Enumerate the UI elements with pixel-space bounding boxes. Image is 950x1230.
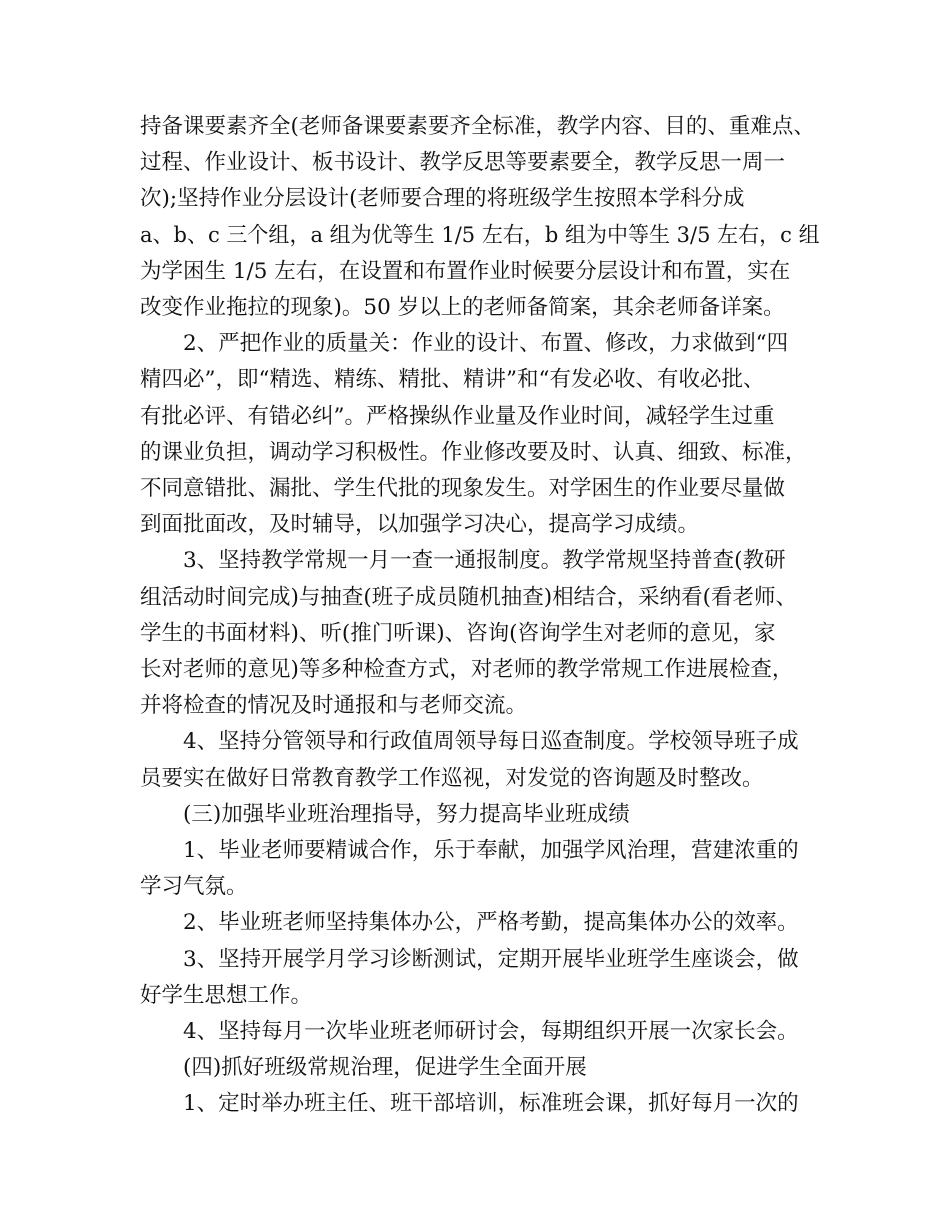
paragraph-first-line: 4、坚持分管领导和行政值周领导每日巡查制度。学校领导班子成 bbox=[183, 729, 799, 755]
paragraph-line: 精四必”，即“精选、精练、精批、精讲”和“有发必收、有收必批、 bbox=[140, 367, 765, 393]
paragraph-line: 改变作业拖拉的现象)。50 岁以上的老师备简案，其余老师备详案。 bbox=[140, 295, 785, 320]
paragraph-line: 持备课要素齐全(老师备课要素要齐全标准，教学内容、目的、重难点、 bbox=[140, 114, 815, 139]
paragraph-first-line: 1、定时举办班主任、班干部培训，标准班会课，抓好每月一次的 bbox=[183, 1091, 799, 1117]
paragraph-line: 员要实在做好日常教育教学工作巡视，对发觉的咨询题及时整改。 bbox=[140, 765, 764, 791]
paragraph-line: 并将检查的情况及时通报和与老师交流。 bbox=[140, 693, 528, 719]
paragraph-line: 为学困生 1/5 左右，在设置和布置作业时候要分层设计和布置，实在 bbox=[140, 258, 791, 284]
paragraph-line: 到面批面改，及时辅导，以加强学习决心，提高学习成绩。 bbox=[140, 512, 700, 538]
paragraph-first-line: 4、坚持每月一次毕业班老师研讨会，每期组织开展一次家长会。 bbox=[183, 1019, 799, 1044]
paragraph-line: 长对老师的意见)等多种检查方式，对老师的教学常规工作进展检查， bbox=[140, 657, 794, 682]
paragraph-first-line: (四)抓好班级常规治理，促进学生全面开展 bbox=[183, 1055, 587, 1081]
paragraph-first-line: 1、毕业老师要精诚合作，乐于奉献，加强学风治理，营建浓重的 bbox=[183, 838, 799, 863]
paragraph-line: a、b、c 三个组，a 组为优等生 1/5 左右，b 组为中等生 3/5 左右，c 组 bbox=[140, 222, 820, 248]
paragraph-line: 过程、作业设计、板书设计、教学反思等要素要全，教学反思一周一 bbox=[140, 150, 786, 176]
paragraph-line: 组活动时间完成)与抽查(班子成员随机抽查)相结合，采纳看(看老师、 bbox=[140, 584, 798, 610]
paragraph-line: 次);坚持作业分层设计(老师要合理的将班级学生按照本学科分成 bbox=[140, 186, 745, 212]
paragraph-line: 好学生思想工作。 bbox=[140, 982, 313, 1008]
paragraph-line: 学习气氛。 bbox=[140, 874, 248, 900]
paragraph-line: 学生的书面材料)、听(推门听课)、咨询(咨询学生对老师的意见，家 bbox=[140, 620, 776, 646]
paragraph-first-line: 3、坚持开展学月学习诊断测试，定期开展毕业班学生座谈会，做 bbox=[183, 946, 799, 972]
paragraph-line: 有批必评、有错必纠”。严格操纵作业量及作业时间，减轻学生过重 bbox=[140, 403, 775, 429]
paragraph-first-line: 3、坚持教学常规一月一查一通报制度。教学常规坚持普查(教研 bbox=[183, 548, 786, 574]
paragraph-first-line: (三)加强毕业班治理指导，努力提高毕业班成绩 bbox=[183, 801, 630, 827]
paragraph-first-line: 2、毕业班老师坚持集体办公，严格考勤，提高集体办公的效率。 bbox=[183, 910, 799, 936]
paragraph-line: 不同意错批、漏批、学生代批的现象发生。对学困生的作业要尽量做 bbox=[140, 476, 786, 501]
paragraph-first-line: 2、严把作业的质量关：作业的设计、布置、修改，力求做到“四 bbox=[183, 331, 789, 357]
paragraph-line: 的课业负担，调动学习积极性。作业修改要及时、认真、细致、标准， bbox=[140, 439, 807, 465]
